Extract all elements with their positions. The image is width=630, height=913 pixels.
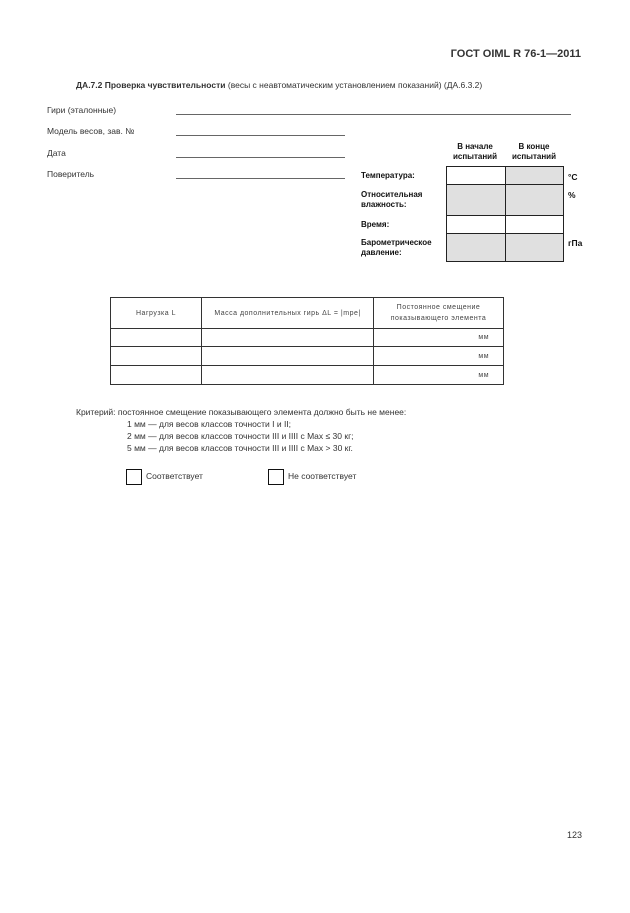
fail-checkbox[interactable] [268, 469, 284, 485]
results-table [110, 297, 504, 385]
field-input-date[interactable] [176, 157, 345, 158]
header-offset: Постоянное смещение показывающего элемента [374, 298, 504, 329]
unit-humidity: % [568, 190, 576, 200]
header-load: Нагрузка L [111, 298, 202, 329]
conditions-label-time: Время: [361, 220, 390, 229]
table-row [111, 347, 504, 366]
cell-offset[interactable]: мм [374, 366, 504, 385]
time-start-cell[interactable] [446, 215, 506, 234]
cell-offset[interactable]: мм [374, 329, 504, 347]
conditions-col-end: В конце испытаний [511, 142, 557, 161]
conditions-label-humidity: Относительная влажность: [361, 190, 423, 209]
section-number: ДА.7.2 [76, 80, 103, 90]
pass-checkbox[interactable] [126, 469, 142, 485]
field-label-model: Модель весов, зав. № [47, 126, 135, 136]
field-label-verifier: Поверитель [47, 169, 95, 179]
field-input-verifier[interactable] [176, 178, 345, 179]
header-extra-mass: Масса дополнительных гирь ΔL = |mpe| [202, 298, 374, 329]
field-label-date: Дата [47, 148, 66, 158]
table-row [111, 329, 504, 347]
fail-label: Не соответствует [288, 471, 357, 481]
conditions-label-temperature: Температура: [361, 171, 415, 180]
temperature-start-cell[interactable] [446, 166, 506, 185]
humidity-end-cell[interactable] [505, 184, 564, 216]
field-input-model[interactable] [176, 135, 345, 136]
conditions-col-start: В начале испытаний [452, 142, 498, 161]
criteria-item: 5 мм — для весов классов точности III и IIII с Max > 30 кг. [127, 443, 353, 453]
cell-offset[interactable]: мм [374, 347, 504, 366]
table-header-row [111, 298, 504, 329]
field-label-weights: Гири (эталонные) [47, 105, 117, 115]
page-number: 123 [566, 830, 582, 840]
section-subtitle: (весы с неавтоматическим установлением показаний) (ДА.6.3.2) [227, 80, 483, 90]
temperature-end-cell[interactable] [505, 166, 564, 185]
humidity-start-cell[interactable] [446, 184, 506, 216]
cell-extra-mass[interactable] [202, 347, 374, 366]
cell-load[interactable] [111, 329, 202, 347]
document-code: ГОСТ OIML R 76-1—2011 [450, 48, 581, 60]
criteria-item: 1 мм — для весов классов точности I и II; [127, 419, 292, 429]
cell-load[interactable] [111, 366, 202, 385]
cell-extra-mass[interactable] [202, 366, 374, 385]
time-end-cell[interactable] [505, 215, 564, 234]
unit-pressure: гПа [568, 238, 583, 248]
cell-extra-mass[interactable] [202, 329, 374, 347]
section-heading: Проверка чувствительности [104, 80, 226, 90]
field-input-weights[interactable] [176, 114, 571, 115]
conditions-label-pressure: Барометрическое давление: [361, 238, 432, 257]
pressure-end-cell[interactable] [505, 233, 564, 262]
criteria-item: 2 мм — для весов классов точности III и IIII с Max ≤ 30 кг; [127, 431, 354, 441]
pass-label: Соответствует [146, 471, 203, 481]
table-row [111, 366, 504, 385]
criteria-lead: Критерий: постоянное смещение показывающего элемента должно быть не менее: [76, 407, 407, 417]
unit-temperature: °C [568, 172, 578, 182]
pressure-start-cell[interactable] [446, 233, 506, 262]
section-title [76, 80, 482, 90]
cell-load[interactable] [111, 347, 202, 366]
